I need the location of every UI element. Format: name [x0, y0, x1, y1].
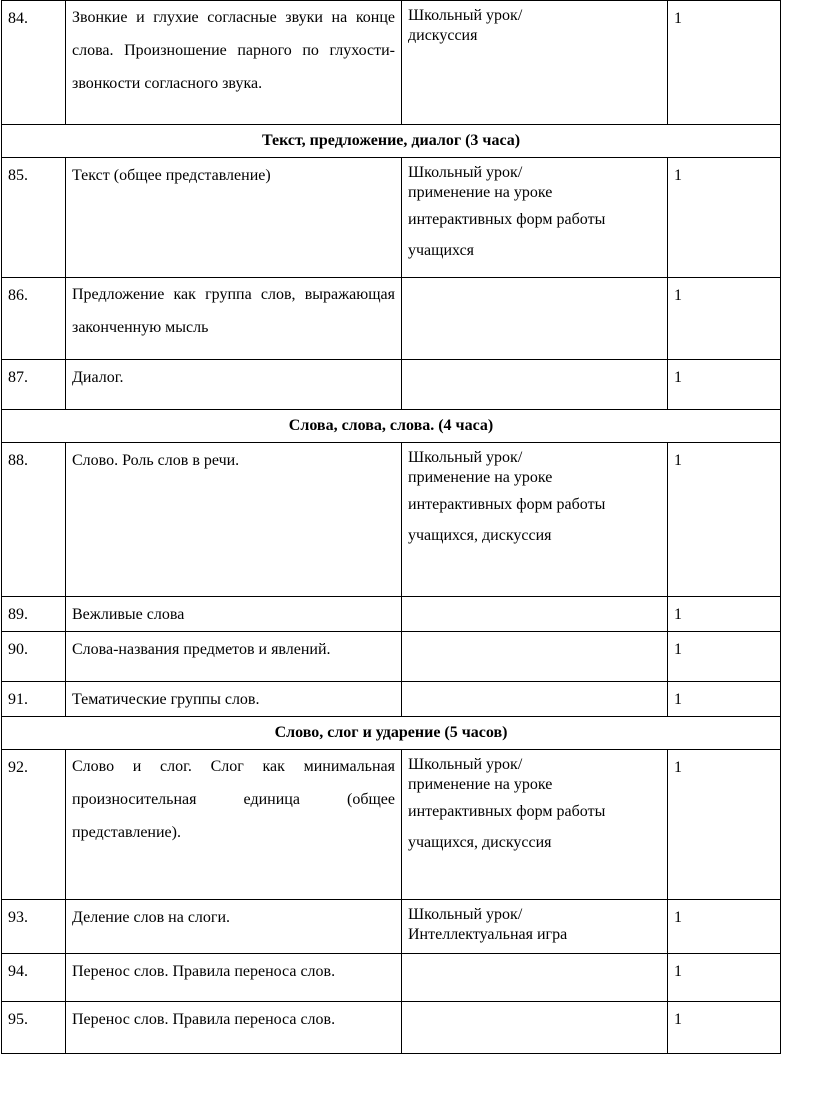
table-row [2, 900, 781, 954]
lesson-topic: Тематические группы слов. [66, 682, 402, 717]
lesson-form [402, 954, 668, 1002]
lesson-form [402, 1002, 668, 1054]
lesson-number: 91. [2, 682, 66, 717]
lesson-hours: 1 [668, 278, 781, 360]
table-row [2, 682, 781, 717]
section-row [2, 125, 781, 158]
lesson-hours: 1 [668, 158, 781, 278]
lesson-number: 94. [2, 954, 66, 1002]
lesson-hours: 1 [668, 1002, 781, 1054]
section-title: Текст, предложение, диалог (3 часа) [2, 125, 781, 158]
table-row [2, 158, 781, 278]
table-row [2, 443, 781, 597]
lesson-topic: Диалог. [66, 360, 402, 410]
lesson-topic: Слово и слог. Слог как минимальная произносительная единица (общее представление). [66, 750, 402, 900]
lesson-hours: 1 [668, 632, 781, 682]
lesson-form [402, 597, 668, 632]
section-row [2, 410, 781, 443]
lesson-form: Школьный урок/ Интеллектуальная игра [402, 900, 668, 954]
lesson-form [402, 360, 668, 410]
lesson-number: 87. [2, 360, 66, 410]
lesson-form: Школьный урок/ применение на уроке интерактивных форм работы учащихся [402, 158, 668, 278]
lesson-form: Школьный урок/ применение на уроке интерактивных форм работы учащихся, дискуссия [402, 750, 668, 900]
lesson-topic: Деление слов на слоги. [66, 900, 402, 954]
lesson-number: 86. [2, 278, 66, 360]
lesson-number: 92. [2, 750, 66, 900]
section-row [2, 717, 781, 750]
table-row [2, 954, 781, 1002]
lesson-hours: 1 [668, 682, 781, 717]
lesson-number: 85. [2, 158, 66, 278]
lesson-topic: Слово. Роль слов в речи. [66, 443, 402, 597]
lesson-topic: Вежливые слова [66, 597, 402, 632]
lesson-hours: 1 [668, 360, 781, 410]
lesson-topic: Перенос слов. Правила переноса слов. [66, 1002, 402, 1054]
lesson-hours: 1 [668, 1, 781, 125]
section-title: Слово, слог и ударение (5 часов) [2, 717, 781, 750]
lesson-topic: Звонкие и глухие согласные звуки на конце слова. Произношение парного по глухости-звонкости согласного звука. [66, 1, 402, 125]
lesson-number: 84. [2, 1, 66, 125]
table-row [2, 360, 781, 410]
lesson-form [402, 682, 668, 717]
table-row [2, 278, 781, 360]
table-row [2, 750, 781, 900]
lesson-plan-table [1, 0, 781, 1054]
lesson-hours: 1 [668, 954, 781, 1002]
lesson-number: 93. [2, 900, 66, 954]
lesson-number: 89. [2, 597, 66, 632]
lesson-form [402, 632, 668, 682]
table-row [2, 1, 781, 125]
lesson-form: Школьный урок/ применение на уроке интерактивных форм работы учащихся, дискуссия [402, 443, 668, 597]
lesson-form: Школьный урок/ дискуссия [402, 1, 668, 125]
lesson-number: 95. [2, 1002, 66, 1054]
lesson-form [402, 278, 668, 360]
lesson-number: 90. [2, 632, 66, 682]
lesson-topic: Перенос слов. Правила переноса слов. [66, 954, 402, 1002]
lesson-hours: 1 [668, 597, 781, 632]
lesson-hours: 1 [668, 900, 781, 954]
table-row [2, 597, 781, 632]
lesson-number: 88. [2, 443, 66, 597]
table-row [2, 632, 781, 682]
table-row [2, 1002, 781, 1054]
section-title: Слова, слова, слова. (4 часа) [2, 410, 781, 443]
lesson-topic: Слова-названия предметов и явлений. [66, 632, 402, 682]
lesson-hours: 1 [668, 443, 781, 597]
lesson-topic: Текст (общее представление) [66, 158, 402, 278]
lesson-hours: 1 [668, 750, 781, 900]
lesson-topic: Предложение как группа слов, выражающая законченную мысль [66, 278, 402, 360]
